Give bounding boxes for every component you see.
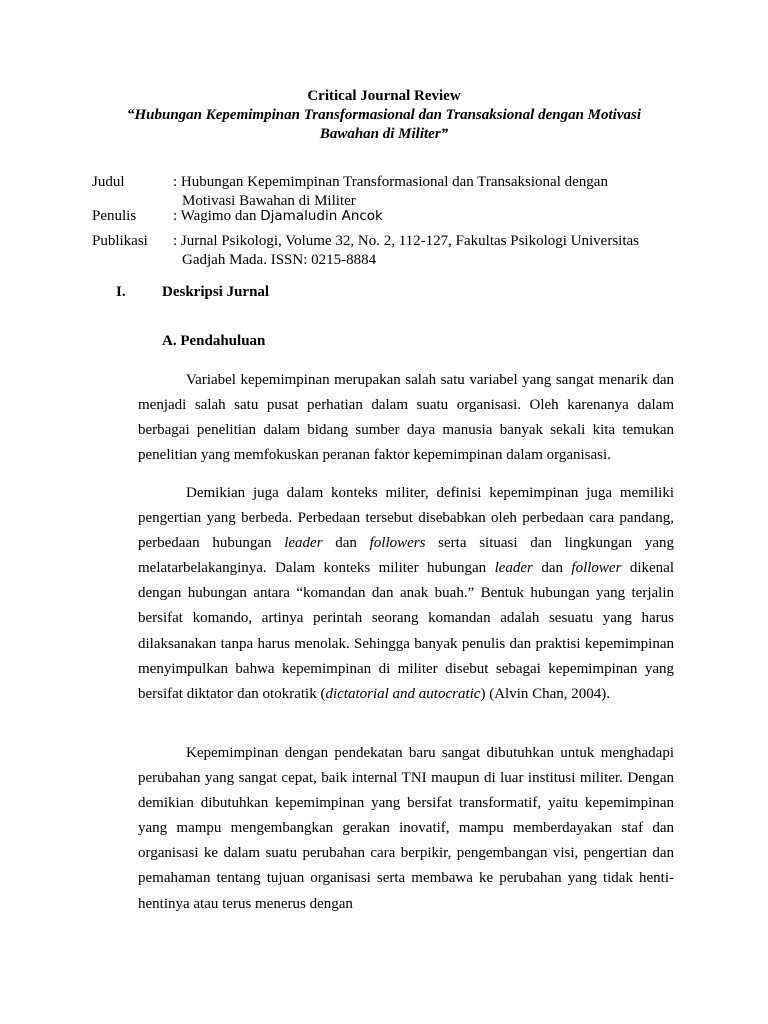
document-subtitle [80, 106, 688, 144]
publikasi-value-line-1: : Jurnal Psikologi, Volume 32, No. 2, 112-127, Fakultas Psikologi Universitas [173, 233, 639, 249]
subtitle-line-2: Bawahan di Militer” [319, 126, 449, 142]
paragraph-1: Variabel kepemimpinan merupakan salah satu variabel yang sangat menarik dan menjadi salah satu pusat perhatian dalam suatu organisasi. Oleh karenanya dalam berbagai penelitian dalam bidang sumber daya manusia banyak sekali kita temukan penelitian yang memfokuskan peranan faktor kepemimpinan dalam organisasi. [138, 372, 674, 464]
penulis-value-prefix: : Wagimo dan [173, 208, 261, 224]
publikasi-value-line-2: Gadjah Mada. ISSN: 0215-8884 [182, 252, 377, 268]
p2-text-e: dikenal dengan hubungan antara “komandan dan anak buah.” Bentuk hubungan yang terjalin bersifat komando, artinya perintah seorang komandan adalah sesuatu yang harus dilaksanakan tanpa harus menolak. Sehingga banyak penulis dan praktisi kepemimpinan menyimpulkan bahwa kepemimpinan di militer disebut sebagai kepemimpinan yang bersifat diktator dan otokratik ( [138, 560, 674, 702]
document-title-block [80, 87, 688, 144]
p2-followers: followers [369, 535, 426, 552]
p2-dictatorial: dictatorial and autocratic [325, 685, 481, 702]
p2-text-b: dan [322, 535, 370, 552]
judul-value [173, 173, 683, 211]
p2-follower: follower [571, 560, 622, 577]
publikasi-value [173, 232, 683, 270]
section-1-number: I. [116, 284, 126, 300]
p2-leader-2: leader [494, 560, 533, 577]
section-1-title: Deskripsi Jurnal [162, 284, 270, 300]
p2-text-f: ) (Alvin Chan, 2004). [480, 685, 611, 702]
subsection-a-heading: A. Pendahuluan [162, 333, 266, 349]
paragraph-3: Kepemimpinan dengan pendekatan baru sangat dibutuhkan untuk menghadapi perubahan yang sangat cepat, baik internal TNI maupun di luar institusi militer. Dengan demikian dibutuhkan kepemimpinan yang bersifat transformatif, yaitu kepemimpinan yang mampu mengembangkan gerakan inovatif, mampu memberdayakan staf dan organisasi ke dalam suatu perubahan cara berpikir, pengembangan visi, pengertian dan pemahaman tentang tujuan organisasi serta membawa ke perubahan yang tidak henti-hentinya atau terus menerus dengan [138, 745, 674, 912]
document-title: Critical Journal Review [307, 88, 461, 104]
p2-leader-1: leader [284, 535, 323, 552]
paragraph-2 [138, 481, 674, 707]
judul-value-line-2: Motivasi Bawahan di Militer [182, 193, 356, 209]
subtitle-line-1: “Hubungan Kepemimpinan Transformasional dan Transaksional dengan Motivasi [126, 107, 641, 123]
judul-value-line-1: : Hubungan Kepemimpinan Transformasional dan Transaksional dengan [173, 174, 608, 190]
p2-text-a: Demikian juga dalam konteks militer, definisi kepemimpinan juga memiliki pengertian yang berbeda. Perbedaan tersebut disebabkan oleh perbedaan cara pandang, perbedaan hubungan [138, 485, 674, 552]
penulis-label: Penulis [92, 208, 137, 224]
p2-text-d: dan [532, 560, 572, 577]
judul-label: Judul [92, 174, 125, 190]
publikasi-label: Publikasi [92, 233, 148, 249]
penulis-name: Djamaludin Ancok [260, 208, 383, 224]
p2-text-c: serta situasi dan lingkungan yang melatarbelakanginya. Dalam konteks militer hubungan [138, 535, 674, 577]
penulis-value [173, 207, 683, 226]
